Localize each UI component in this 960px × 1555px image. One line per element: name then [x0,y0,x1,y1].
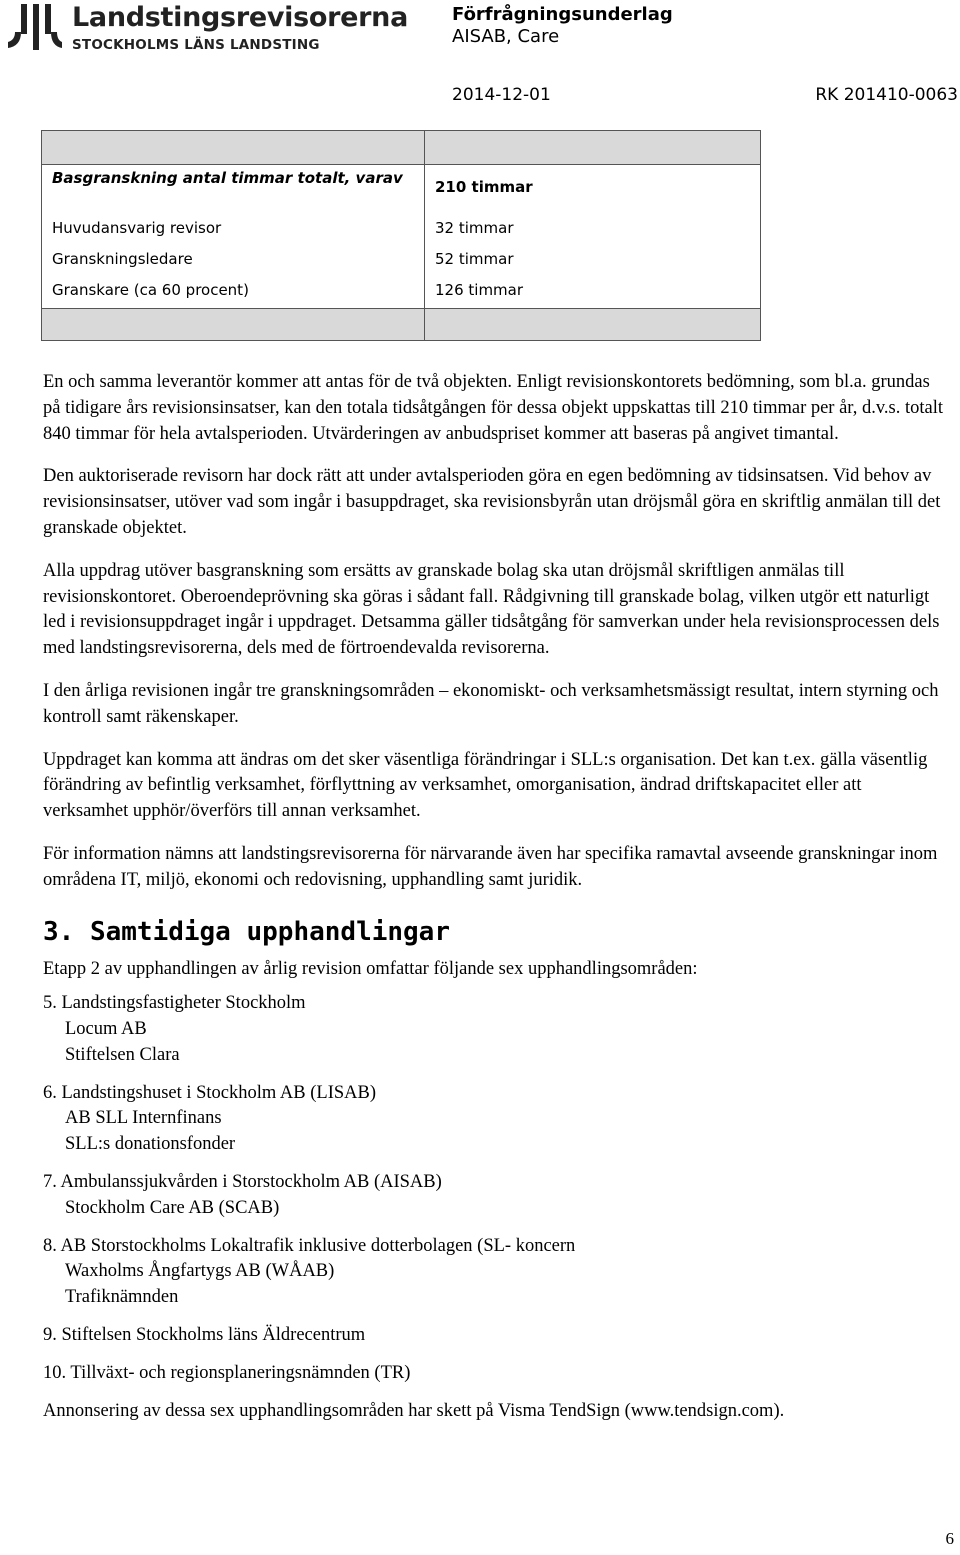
procurement-areas-list [43,991,948,1386]
list-item [43,991,948,1068]
hours-value: 52 timmar [435,250,514,268]
role-label: Huvudansvarig revisor [52,219,222,237]
page-header [0,0,960,110]
list-item [43,1234,948,1311]
list-item [43,1170,948,1222]
area-title: 10. Tillväxt- och regionsplaneringsnämnden (TR) [43,1362,411,1383]
hours-values-cell [425,165,761,309]
document-reference: RK 201410-0063 [815,85,958,105]
area-title: 5. Landstingsfastigheter Stockholm [43,993,306,1014]
area-member: Waxholms Ångfartygs AB (WÅAB) [65,1261,335,1282]
area-member: Locum AB [65,1018,147,1039]
page-number: 6 [945,1529,954,1548]
table-spacer-row [42,131,761,165]
paragraph: Den auktoriserade revisorn har dock rätt att under avtalsperioden göra en egen bedömning av tidsinsatsen. Vid behov av revisionsinsatser, utöver vad som ingår i basuppdraget, ska revisionsbyrån utan dröjsmål göra en skriftlig anmälan till det granskade objektet. [43,466,941,538]
paragraph: En och samma leverantör kommer att antas för de två objekten. Enligt revisionskontorets bedömning, som bl.a. grundas på tidigare års revisionsinsatser, kan den totala tidsåtgången för dessa objekt uppskattas till 210 timmar per år, d.v.s. totalt 840 timmar för hela avtalsperioden. Utvärderingen av anbudspriset kommer att baseras på angivet timantal. [43,372,943,444]
section-intro: Etapp 2 av upphandlingen av årlig revision omfattar följande sex upphandlingsområden: [43,959,698,980]
table-spacer-row [42,309,761,341]
role-label: Granskningsledare [52,250,193,268]
hours-value: 32 timmar [435,219,514,237]
paragraph: Alla uppdrag utöver basgranskning som ersätts av granskade bolag ska utan dröjsmål skriftligen anmälas till revisionskontoret. Oberoendeprövning ska göras i sådant fall. Rådgivning till granskade bolag, vilken utgör ett naturligt led i revisionsuppdraget ingår i uppdraget. Detsamma gäller tidsåtgång för samverkan under hela revisionsprocessen dels med landstingsrevisorerna, dels med de förtroendevalda revisorerna. [43,560,940,659]
list-item [43,1081,948,1158]
hours-table [41,130,761,341]
closing-paragraph: Annonsering av dessa sex upphandlingsområden har skett på Visma TendSign (www.tendsign.com). [43,1400,785,1421]
document-body [43,370,948,1441]
area-member: Stockholm Care AB (SCAB) [65,1197,280,1218]
area-member: SLL:s donationsfonder [65,1134,236,1155]
paragraph: I den årliga revisionen ingår tre granskningsområden – ekonomiskt- och verksamhetsmässigt resultat, intern styrning och kontroll samt räkenskaper. [43,680,939,727]
brand-name: Landstingsrevisorerna [72,2,409,33]
area-member: AB SLL Internfinans [65,1108,222,1129]
list-item [43,1361,948,1387]
list-item [43,1323,948,1349]
section-heading: 3. Samtidiga upphandlingar [43,916,450,947]
document-type: Förfrågningsunderlag [452,4,673,25]
role-labels-cell [42,165,425,309]
area-member: Trafiknämnden [65,1287,179,1308]
area-title: 9. Stiftelsen Stockholms läns Äldrecentrum [43,1324,366,1345]
brand-subtitle: STOCKHOLMS LÄNS LANDSTING [72,37,320,53]
table-row [42,165,761,309]
paragraph: För information nämns att landstingsrevisorerna för närvarande även har specifika ramavtal avseende granskningar inom områdena IT, miljö, ekonomi och redovisning, upphandling samt juridik. [43,843,938,890]
paragraph: Uppdraget kan komma att ändras om det sker väsentliga förändringar i SLL:s organisation. Det kan t.ex. gälla väsentlig förändring av befintlig verksamhet, förflyttning av verksamhet, omorganisation, ändrad driftskapacitet eller att verksamhet upphör/överförs till annan verksamhet. [43,749,928,822]
area-title: 6. Landstingshuset i Stockholm AB (LISAB) [43,1082,376,1103]
document-subject: AISAB, Care [452,26,560,47]
role-label: Granskare (ca 60 procent) [52,281,249,299]
area-title: 8. AB Storstockholms Lokaltrafik inklusive dotterbolagen (SL- koncern [43,1235,576,1256]
area-title: 7. Ambulanssjukvården i Storstockholm AB (AISAB) [43,1171,442,1192]
hours-value: 126 timmar [435,281,524,299]
landstingsrevisorerna-logo-icon [4,2,64,54]
hours-total-label: Basgranskning antal timmar totalt, varav [52,169,403,187]
hours-total-value: 210 timmar [435,178,533,196]
area-member: Stiftelsen Clara [65,1044,180,1065]
document-date: 2014-12-01 [452,85,551,105]
